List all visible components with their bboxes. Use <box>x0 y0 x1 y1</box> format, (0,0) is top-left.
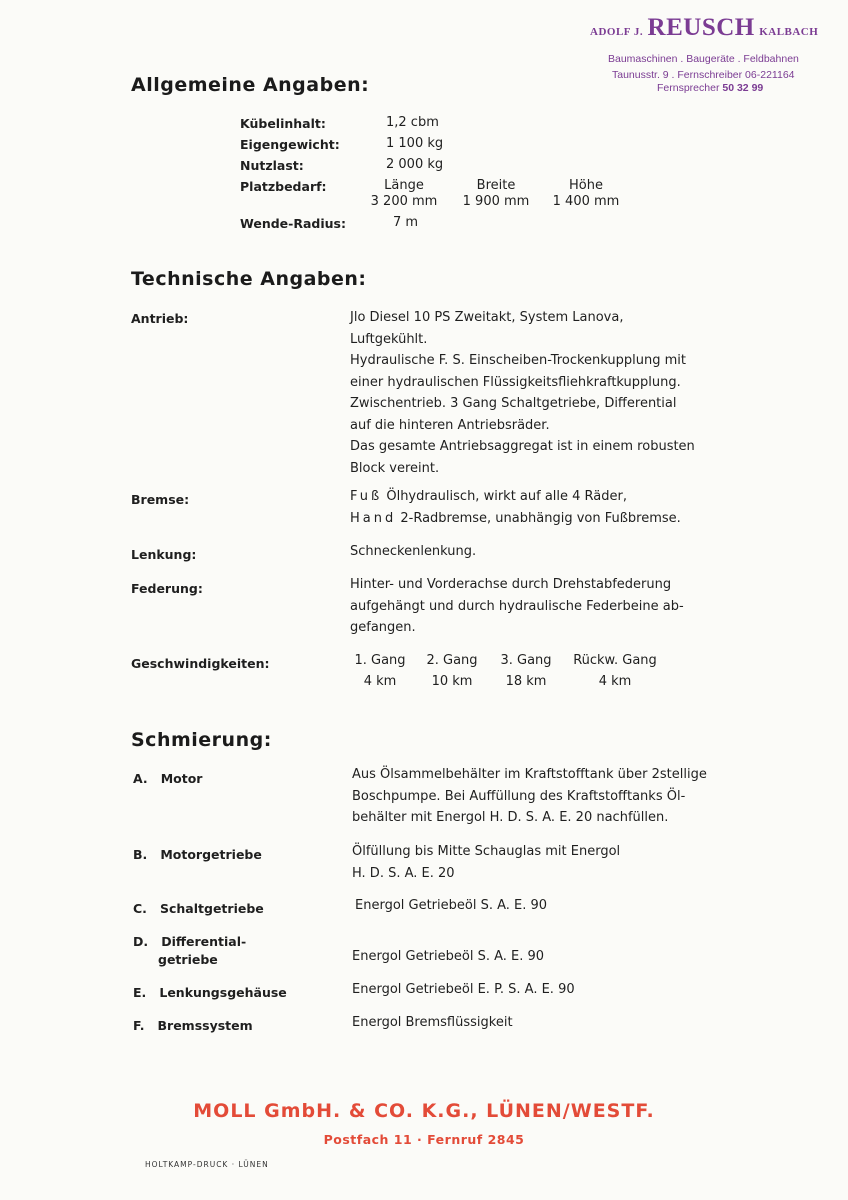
lub-name: Schaltgetriebe <box>160 901 264 916</box>
lub-letter: C. <box>133 901 147 916</box>
brake-foot-line <box>350 486 730 508</box>
dim-length-value: 3 200 mm <box>370 194 438 209</box>
stamp-line-1: Baumaschinen . Baugeräte . Feldbahnen <box>608 53 799 65</box>
tech-value-steering: Schneckenlenkung. <box>350 544 477 559</box>
brake-hand-word: Hand <box>350 510 397 526</box>
lub-line: Boschpumpe. Bei Auffüllung des Kraftstofftanks Öl- <box>352 788 686 804</box>
lub-value-motor <box>352 764 732 829</box>
dim-height-value: 1 400 mm <box>552 194 620 209</box>
lub-letter: D. <box>133 934 149 949</box>
printer-imprint: HOLTKAMP-DRUCK · LÜNEN <box>145 1160 269 1169</box>
drive-line: auf die hinteren Antriebsräder. <box>350 417 550 433</box>
lub-label-motorgear <box>133 847 262 862</box>
lub-line: Ölfüllung bis Mitte Schauglas mit Energol <box>352 844 621 859</box>
gear-3-name: 3. Gang <box>500 653 552 668</box>
dim-width-name: Breite <box>476 178 516 193</box>
dim-height-name: Höhe <box>569 178 603 193</box>
tech-label-brake: Bremse: <box>131 492 190 507</box>
lub-name: Motor <box>160 771 203 786</box>
stamp-line-3 <box>657 82 763 94</box>
brake-foot-text: Ölhydraulisch, wirkt auf alle 4 Räder, <box>386 489 627 504</box>
suspension-line: gefangen. <box>350 620 416 635</box>
tech-label-suspension: Federung: <box>131 581 203 596</box>
lub-letter: F. <box>133 1018 145 1033</box>
stamp-suffix: KALBACH <box>759 26 819 38</box>
general-value-weight: 1 100 kg <box>386 136 444 151</box>
drive-line: Block vereint. <box>350 460 440 476</box>
lub-value-brakesystem: Energol Bremsflüssigkeit <box>352 1015 513 1030</box>
general-value-payload: 2 000 kg <box>386 157 444 172</box>
stamp-line-2: Taunusstr. 9 . Fernschreiber 06-221164 <box>612 69 795 81</box>
lub-line: behälter mit Energol H. D. S. A. E. 20 nachfüllen. <box>352 810 669 825</box>
drive-line: Jlo Diesel 10 PS Zweitakt, System Lanova, <box>350 310 624 325</box>
footer-contact: Postfach 11 · Fernruf 2845 <box>323 1132 525 1147</box>
general-label-payload: Nutzlast: <box>240 158 304 173</box>
lub-value-differential: Energol Getriebeöl S. A. E. 90 <box>352 949 545 964</box>
lub-line: Aus Ölsammelbehälter im Kraftstofftank über 2stellige <box>352 767 707 782</box>
lub-value-gearbox: Energol Getriebeöl S. A. E. 90 <box>355 898 548 913</box>
lub-letter: E. <box>133 985 147 1000</box>
gear-reverse-name: Rückw. Gang <box>573 653 657 668</box>
general-label-space: Platzbedarf: <box>240 179 327 194</box>
lub-label-brakesystem <box>133 1018 253 1033</box>
brake-hand-line <box>350 508 730 530</box>
tech-value-drive <box>350 307 730 479</box>
general-label-radius: Wende-Radius: <box>240 216 346 231</box>
lub-letter: A. <box>133 771 148 786</box>
lub-name: Lenkungsgehäuse <box>159 985 287 1000</box>
brake-foot-word: Fuß <box>350 489 383 504</box>
lub-label-differential-2: getriebe <box>158 952 218 967</box>
tech-label-drive: Antrieb: <box>131 311 189 326</box>
lub-letter: B. <box>133 847 148 862</box>
lub-name: Differential- <box>161 934 247 949</box>
lub-value-motorgear <box>352 841 732 884</box>
lub-label-differential <box>133 934 246 949</box>
gear-2-name: 2. Gang <box>426 653 478 668</box>
tech-value-brake <box>350 486 730 529</box>
lub-label-steering <box>133 985 287 1000</box>
general-value-capacity: 1,2 cbm <box>386 115 439 130</box>
tech-label-steering: Lenkung: <box>131 547 197 562</box>
drive-line: Zwischentrieb. 3 Gang Schaltgetriebe, Differential <box>350 396 677 411</box>
suspension-line: aufgehängt und durch hydraulische Federbeine ab- <box>350 598 684 614</box>
stamp-name: REUSCH <box>647 14 755 41</box>
general-label-capacity: Kübelinhalt: <box>240 116 326 131</box>
tech-label-speeds: Geschwindigkeiten: <box>131 656 270 671</box>
lub-line: H. D. S. A. E. 20 <box>352 865 455 881</box>
stamp-phone-label: Fernsprecher <box>657 82 720 94</box>
footer-company: MOLL GmbH. & CO. K.G., LÜNEN/WESTF. <box>193 1100 655 1122</box>
lub-name: Bremssystem <box>157 1018 253 1033</box>
drive-line: Luftgekühlt. <box>350 331 428 347</box>
lub-label-motor <box>133 771 202 786</box>
brake-hand-text: 2-Radbremse, unabhängig von Fußbremse. <box>400 510 681 526</box>
technical-heading: Technische Angaben: <box>131 268 367 290</box>
dealer-stamp <box>590 14 840 42</box>
stamp-prefix: ADOLF J. <box>590 26 644 38</box>
drive-line: Hydraulische F. S. Einscheiben-Trockenkupplung mit <box>350 353 686 368</box>
general-heading: Allgemeine Angaben: <box>131 74 370 96</box>
gear-2-value: 10 km <box>431 674 473 689</box>
lub-label-gearbox <box>133 901 264 916</box>
gear-reverse-value: 4 km <box>598 674 632 689</box>
drive-line: einer hydraulischen Flüssigkeitsfliehkraftkupplung. <box>350 374 681 390</box>
drive-line: Das gesamte Antriebsaggregat ist in einem robusten <box>350 439 695 454</box>
gear-1-name: 1. Gang <box>354 653 406 668</box>
suspension-line: Hinter- und Vorderachse durch Drehstabfederung <box>350 577 672 592</box>
lub-name: Motorgetriebe <box>160 847 262 862</box>
gear-1-value: 4 km <box>363 674 397 689</box>
gear-3-value: 18 km <box>505 674 547 689</box>
stamp-phone-number: 50 32 99 <box>722 82 764 94</box>
tech-value-suspension <box>350 574 730 639</box>
dim-length-name: Länge <box>384 178 424 193</box>
general-label-weight: Eigengewicht: <box>240 137 340 152</box>
dim-width-value: 1 900 mm <box>462 194 530 209</box>
lubrication-heading: Schmierung: <box>131 729 272 751</box>
general-value-radius: 7 m <box>393 215 419 230</box>
lub-value-steering: Energol Getriebeöl E. P. S. A. E. 90 <box>352 982 575 997</box>
